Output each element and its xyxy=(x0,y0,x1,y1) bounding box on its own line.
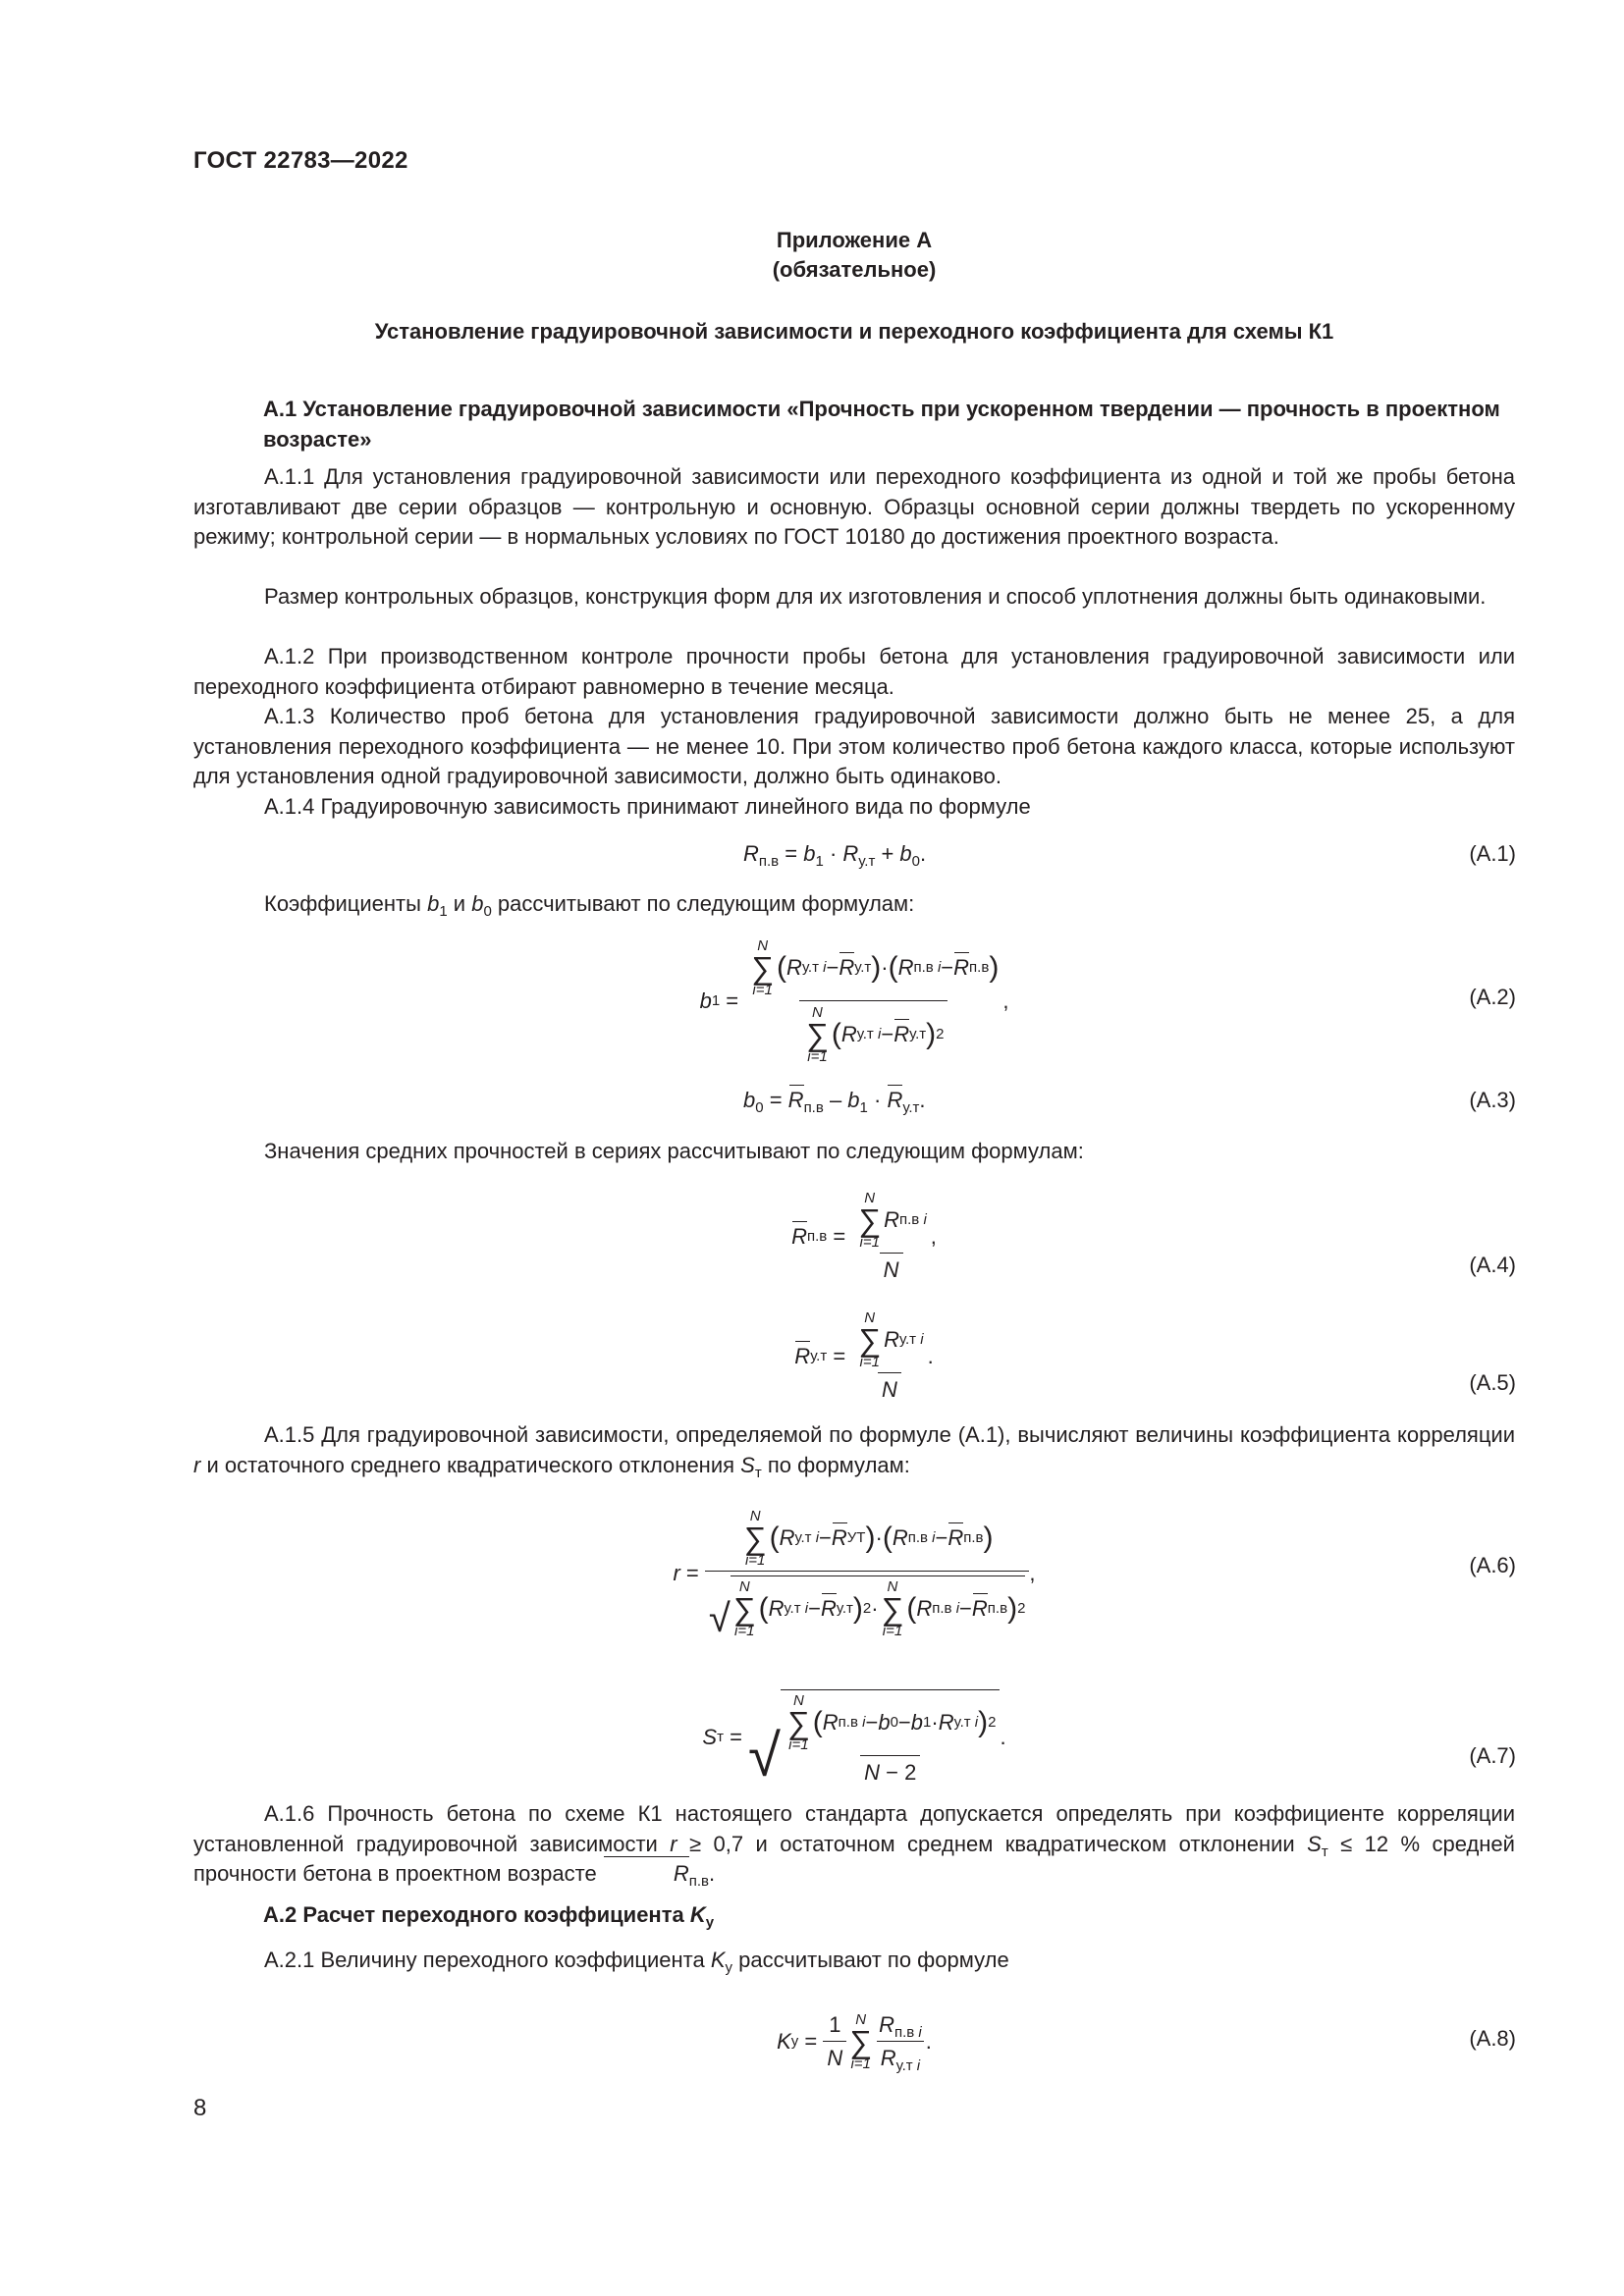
formula-a5: R у.т = N ∑ i=1 R у.т i N . xyxy=(794,1309,934,1402)
formula-a8: K у = $\frac{1}{N}$ N ∑ i=1 $\frac{R_{п.в i}}{R_{у.т i}}$ . xyxy=(777,2011,932,2074)
equation-number-a5: (А.5) xyxy=(1469,1370,1516,1395)
equation-number-a7: (А.7) xyxy=(1469,1743,1516,1768)
formula-a2: b 1 = N ∑ i=1 ( R у.т i − R у.т ) · ( R п.в i − R п.в ) N ∑ i=1 ( R у.т i − R у.т ) 2 , xyxy=(699,937,1009,1065)
formula-a3: $b_0 = R_{п.в} - b_1 \cdot R_{у.т}$. xyxy=(743,1088,926,1116)
paragraph-a1-1-cont: Размер контрольных образцов, конструкция форм для их изготовления и способ уплотнения должны быть одинаковыми. xyxy=(264,584,1487,609)
formula-a6: r = N ∑ i=1 ( R у.т i − R УТ ) · ( R п.в i − R п.в ) √ N ∑ i=1 ( R у.т i − R у.т ) 2 · N ∑ i=1 ( R п.в i − R п.в ) 2 , xyxy=(673,1507,1036,1640)
main-title: Установление градуировочной зависимости и переходного коэффициента для схемы К1 xyxy=(374,319,1334,344)
paragraph-a1-6: А.1.6 Прочность бетона по схеме К1 настоящего стандарта допускается определять при коэффициенте корреляции установленной градуировочной зависимости r ≥ 0,7 и остаточном среднем квадратическом отклонении $S_т \le 12$ % средней прочности бетона в проектном возрасте $R_{п.в}$. xyxy=(193,1801,1515,1890)
section-a2-heading: А.2 Расчет переходного коэффициента $K_у$ xyxy=(263,1902,715,1931)
paragraph-a1-5: А.1.5 Для градуировочной зависимости, определяемой по формуле (А.1), вычисляют величины коэффициента корреляции r и остаточного среднего квадратического отклонения $S_т$ по формулам: xyxy=(193,1422,1515,1481)
formula-a1: $R_{п.в} = b_1 \cdot R_{у.т} + b_0$. xyxy=(743,841,927,870)
paragraph-a1-1: А.1.1 Для установления градуировочной зависимости или переходного коэффициента из одной и той же пробы бетона изготавливают две серии образцов — контрольную и основную. Образцы основной серии должны твердеть по ускоренному режиму; контрольной серии — в нормальных условиях по ГОСТ 10180 до достижения проектного возраста. xyxy=(193,464,1515,549)
equation-number-a6: (А.6) xyxy=(1469,1553,1516,1577)
formula-a4: R п.в = N ∑ i=1 R п.в i N , xyxy=(791,1190,937,1282)
appendix-status: (обязательное) xyxy=(772,257,937,282)
document-id: ГОСТ 22783—2022 xyxy=(193,147,408,174)
paragraph-a1-2: А.1.2 При производственном контроле прочности пробы бетона для установления градуировочной зависимости или переходного коэффициента отбирают равномерно в течение месяца. xyxy=(193,644,1515,699)
equation-number-a2: (А.2) xyxy=(1469,985,1516,1009)
equation-number-a8: (А.8) xyxy=(1469,2026,1516,2051)
paragraph-averages: Значения средних прочностей в сериях рассчитывают по следующим формулам: xyxy=(264,1139,1084,1163)
paragraph-a1-3: А.1.3 Количество проб бетона для установления градуировочной зависимости должно быть не менее 25, а для установления переходного коэффициента — не менее 10. При этом количество проб бетона каждого класса, которые используют для установления одной градуировочной зависимости, должно быть одинаково. xyxy=(193,704,1515,788)
equation-number-a3: (А.3) xyxy=(1469,1088,1516,1112)
page-number: 8 xyxy=(193,2095,207,2121)
appendix-title: Приложение А xyxy=(776,228,933,252)
paragraph-a1-4: А.1.4 Градуировочную зависимость принимают линейного вида по формуле xyxy=(264,794,1031,819)
paragraph-coefficients: Коэффициенты $b_1$ и $b_0$ рассчитывают по следующим формулам: xyxy=(264,891,915,920)
paragraph-a2-1: А.2.1 Величину переходного коэффициента $K_у$ рассчитывают по формуле xyxy=(264,1948,1009,1976)
section-a1-heading: А.1 Установление градуировочной зависимости «Прочность при ускоренном твердении — прочность в проектном возрасте» xyxy=(263,397,1500,452)
equation-number-a1: (А.1) xyxy=(1469,841,1516,866)
formula-a7: S т = √ N ∑ i=1 ( R п.в i − b 0 − b 1 · R у.т i ) 2 N − 2 . xyxy=(648,1669,1060,1806)
equation-number-a4: (А.4) xyxy=(1469,1253,1516,1277)
